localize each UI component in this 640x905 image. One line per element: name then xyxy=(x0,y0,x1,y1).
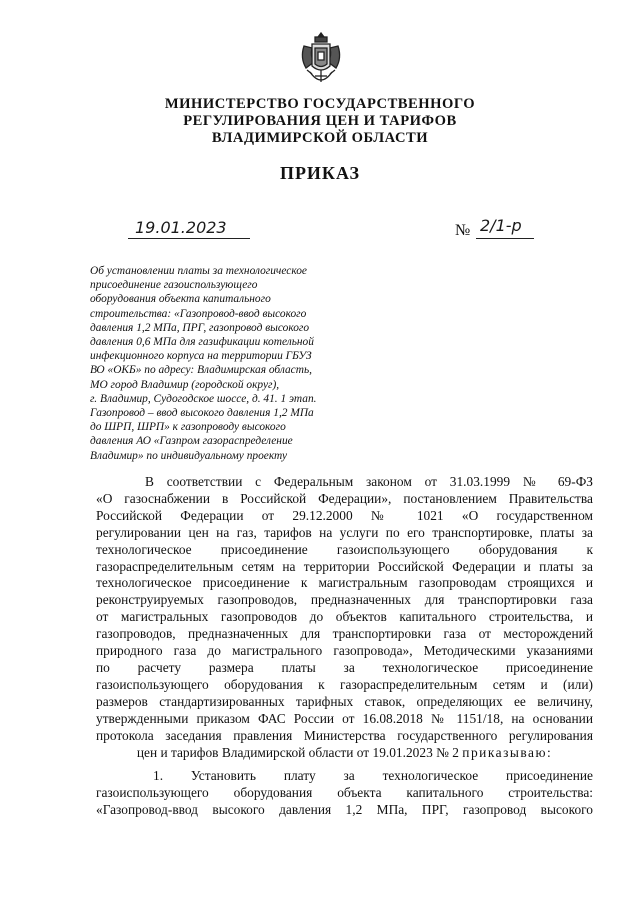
subject-line: ВО «ОКБ» по адресу: Владимирская область, xyxy=(90,364,312,377)
body-line: по расчету размера платы за технологическое присоединение xyxy=(96,659,593,675)
body-line: размеров стандартизированных тарифных ставок, определяющих ее величину, xyxy=(96,693,593,709)
item-1-line: «Газопровод-ввод высокого давления 1,2 МПа, ПРГ, газопровод высокого xyxy=(96,802,593,818)
item-1-line: газоиспользующего оборудования объекта капитального строительства: xyxy=(96,785,593,801)
body-line: реконструируемых газопроводов, предназначенных для транспортировки газа xyxy=(96,592,593,608)
coat-of-arms-emblem xyxy=(298,30,344,90)
number-sign: № xyxy=(455,222,471,239)
ministry-name-line-3: ВЛАДИМИРСКОЙ ОБЛАСТИ xyxy=(211,130,429,146)
order-word: приказываю: xyxy=(462,744,553,760)
item-1-line: 1. Установить плату за технологическое присоединение xyxy=(153,768,593,784)
order-body xyxy=(96,474,593,819)
order-date: 19.01.2023 xyxy=(135,218,227,237)
subject-line: давления 1,2 МПа, ПРГ, газопровод высокого xyxy=(90,321,310,334)
body-line: В соответствии с Федеральным законом от 31.03.1999 № 69-ФЗ xyxy=(145,474,593,489)
subject-line: давления АО «Газпром газораспределение xyxy=(90,435,293,448)
ministry-name-line-1: МИНИСТЕРСТВО ГОСУДАРСТВЕННОГО xyxy=(164,96,476,112)
subject-line: Об установлении платы за технологическое xyxy=(90,265,307,277)
subject-line: давления 0,6 МПа для газификации котельной xyxy=(90,336,314,349)
body-line: цен и тарифов Владимирской области от 19.01.2023 № 2 xyxy=(136,744,459,760)
body-line: газопроводов, предназначенных для транспортировки газа от месторождений xyxy=(96,626,593,642)
paragraph-gap xyxy=(96,761,593,768)
date-underline xyxy=(128,238,250,239)
document-title: ПРИКАЗ xyxy=(279,163,361,183)
subject-line: строительства: «Газопровод-ввод высокого xyxy=(90,307,307,320)
subject-line: до ШРП, ШРП» к газопроводу высокого xyxy=(90,421,286,434)
subject-line: МО город Владимир (городской округ), xyxy=(90,378,280,391)
subject-line: Владимир» по индивидуальному проекту xyxy=(90,449,288,462)
body-line: природного газа до магистрального газопровода», Методическими указаниями xyxy=(96,643,593,659)
body-line: газораспределительным сетям на территории Российской Федерации и платы за xyxy=(96,558,593,574)
body-line: технологическое присоединение к магистральным газопроводам строящихся и xyxy=(96,575,593,591)
subject-line: присоединение газоиспользующего xyxy=(90,279,258,292)
body-line: регулировании цен на газ, тарифов на услуги по его транспортировке, платы за xyxy=(96,524,593,540)
body-line: газоиспользующего оборудования к газораспределительным сетям и (или) xyxy=(96,676,593,692)
subject-line: Газопровод – ввод высокого давления 1,2 МПа xyxy=(90,407,314,420)
number-underline xyxy=(476,238,534,239)
body-line: утвержденными приказом ФАС России от 16.08.2018 № 1151/18, на основании xyxy=(96,710,593,726)
body-last-line xyxy=(96,745,593,762)
ministry-name-line-2: РЕГУЛИРОВАНИЯ ЦЕН И ТАРИФОВ xyxy=(183,113,457,129)
body-line: от магистральных газопроводов до объектов капитального строительства, и xyxy=(96,609,593,625)
subject-line: инфекционного корпуса на территории ГБУЗ xyxy=(90,350,312,363)
body-line: «О газоснабжении в Российской Федерации», постановлением Правительства xyxy=(96,490,593,506)
order-number: 2/1-р xyxy=(480,216,522,235)
body-line: Российской Федерации от 29.12.2000 № 1021 «О государственном xyxy=(96,507,593,523)
body-line: протокола заседания правления Министерства государственного регулирования xyxy=(96,727,593,743)
subject-line: оборудования объекта капитального xyxy=(90,293,271,306)
body-line: технологическое присоединение газоиспользующего оборудования к xyxy=(96,541,593,557)
subject-line: г. Владимир, Судогодское шоссе, д. 41. 1 этап. xyxy=(90,392,317,405)
order-subject xyxy=(90,264,360,463)
